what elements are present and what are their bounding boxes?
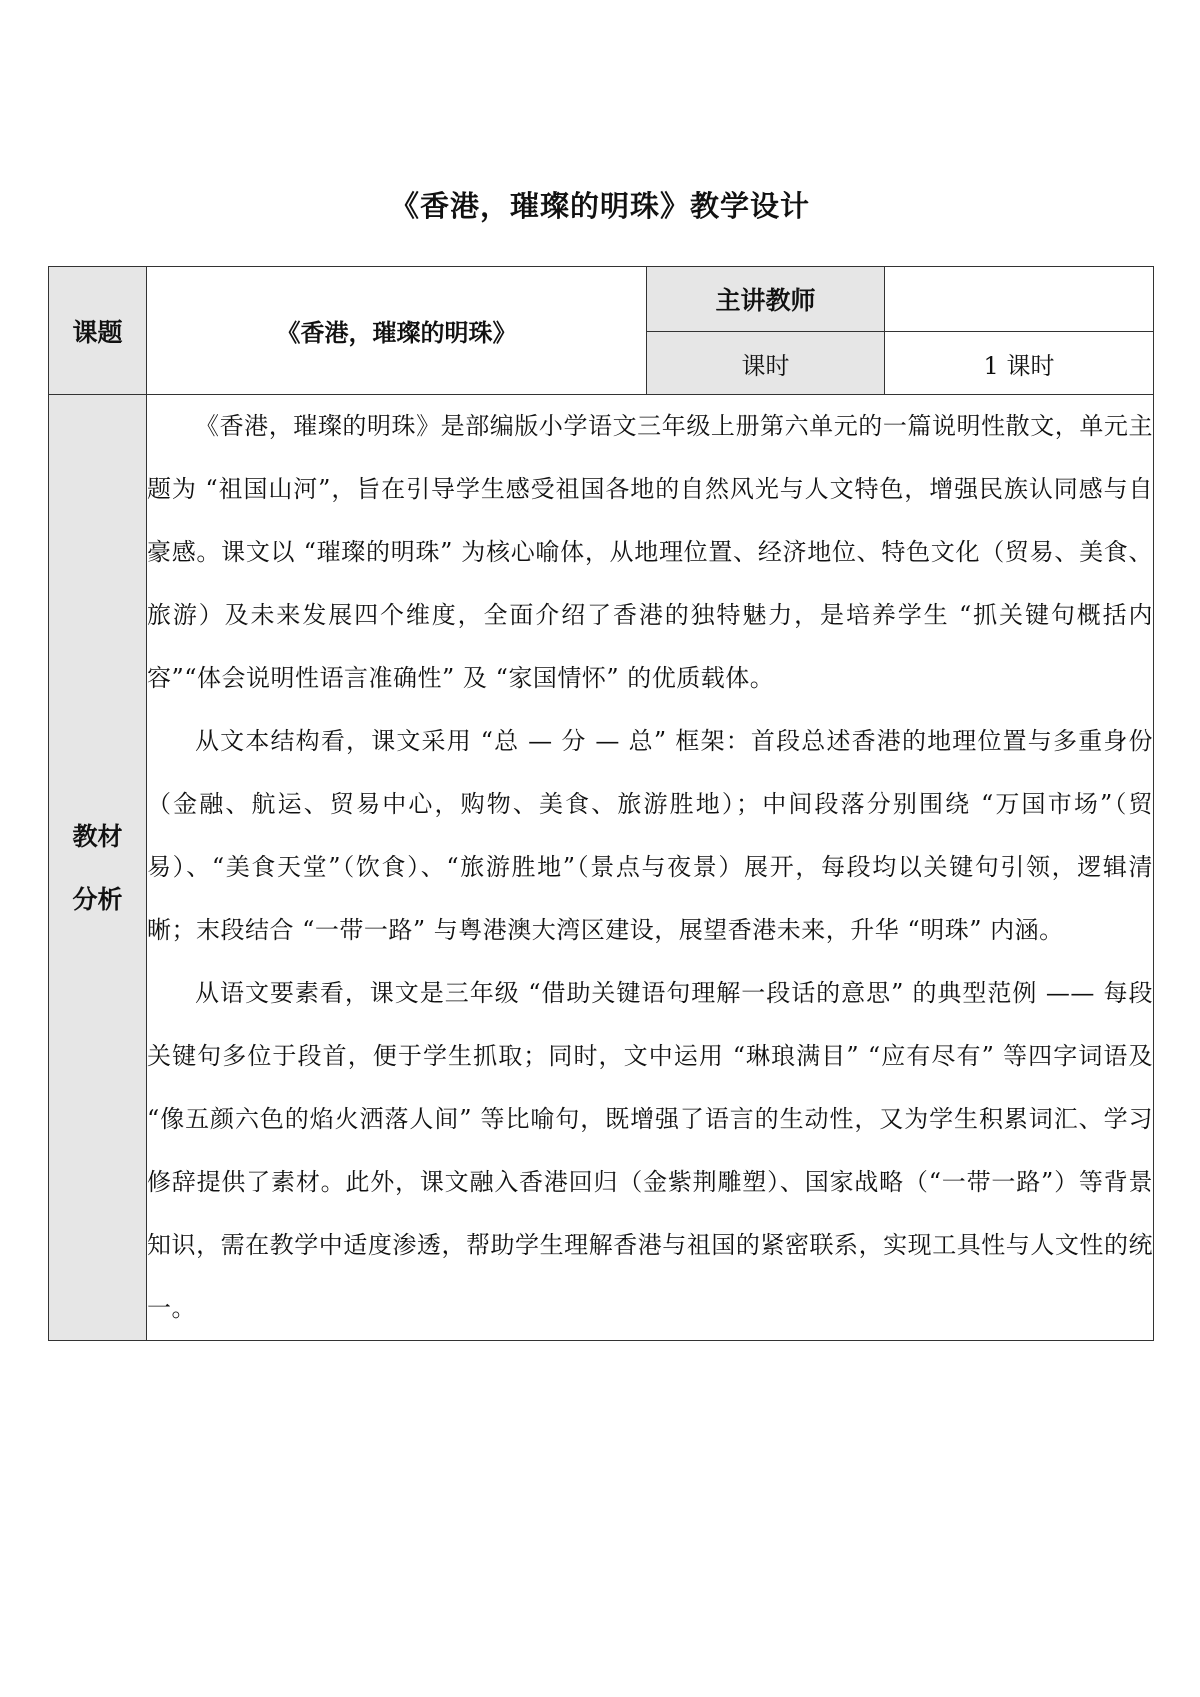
topic-value: 《香港，璀璨的明珠》 [276, 319, 517, 347]
table-row [49, 267, 1154, 332]
topic-value-cell [147, 267, 647, 395]
teacher-value-cell [885, 267, 1154, 332]
period-label-cell [647, 332, 885, 395]
period-value: 1 课时 [983, 351, 1055, 380]
period-value-cell [885, 332, 1154, 395]
teacher-label: 主讲教师 [715, 286, 816, 315]
document-title: 《香港，璀璨的明珠》教学设计 [389, 189, 810, 223]
topic-label-cell [49, 267, 147, 395]
analysis-label-line1: 教材 [72, 821, 123, 851]
analysis-paragraph: 从文本结构看，课文采用 “总 — 分 — 总” 框架：首段总述香港的地理位置与多重身份（金融、航运、贸易中心，购物、美食、旅游胜地）；中间段落分别围绕 “万国市场”（贸易）、“美食天堂”（饮食）、“旅游胜地”（景点与夜景）展开，每段均以关键句引领，逻辑清晰；末段结合 “一带一路” 与粤港澳大湾区建设，展望香港未来，升华 “明珠” 内涵。 [147, 727, 1153, 944]
period-label: 课时 [741, 351, 790, 380]
analysis-label-cell [49, 395, 147, 1341]
table-row [49, 395, 1154, 1341]
teacher-label-cell [647, 267, 885, 332]
analysis-label-line2: 分析 [72, 884, 123, 914]
analysis-body-cell [147, 395, 1154, 1341]
topic-label: 课题 [72, 317, 123, 347]
analysis-paragraph: 从语文要素看，课文是三年级 “借助关键语句理解一段话的意思” 的典型范例 —— 每段关键句多位于段首，便于学生抓取；同时，文中运用 “琳琅满目” “应有尽有” 等四字词语及 “像五颜六色的焰火洒落人间” 等比喻句，既增强了语言的生动性，又为学生积累词汇、学习修辞提供了素材。此外，课文融入香港回归（金紫荆雕塑）、国家战略（“一带一路”）等背景知识，需在教学中适度渗透，帮助学生理解香港与祖国的紧密联系，实现工具性与人文性的统一。 [147, 979, 1153, 1322]
analysis-paragraph: 《香港，璀璨的明珠》是部编版小学语文三年级上册第六单元的一篇说明性散文，单元主题为 “祖国山河”，旨在引导学生感受祖国各地的自然风光与人文特色，增强民族认同感与自豪感。课文以 “璀璨的明珠” 为核心喻体，从地理位置、经济地位、特色文化（贸易、美食、旅游）及未来发展四个维度，全面介绍了香港的独特魅力，是培养学生 “抓关键句概括内容”“体会说明性语言准确性” 及 “家国情怀” 的优质载体。 [147, 412, 1153, 692]
lesson-plan-table [48, 266, 1154, 1341]
